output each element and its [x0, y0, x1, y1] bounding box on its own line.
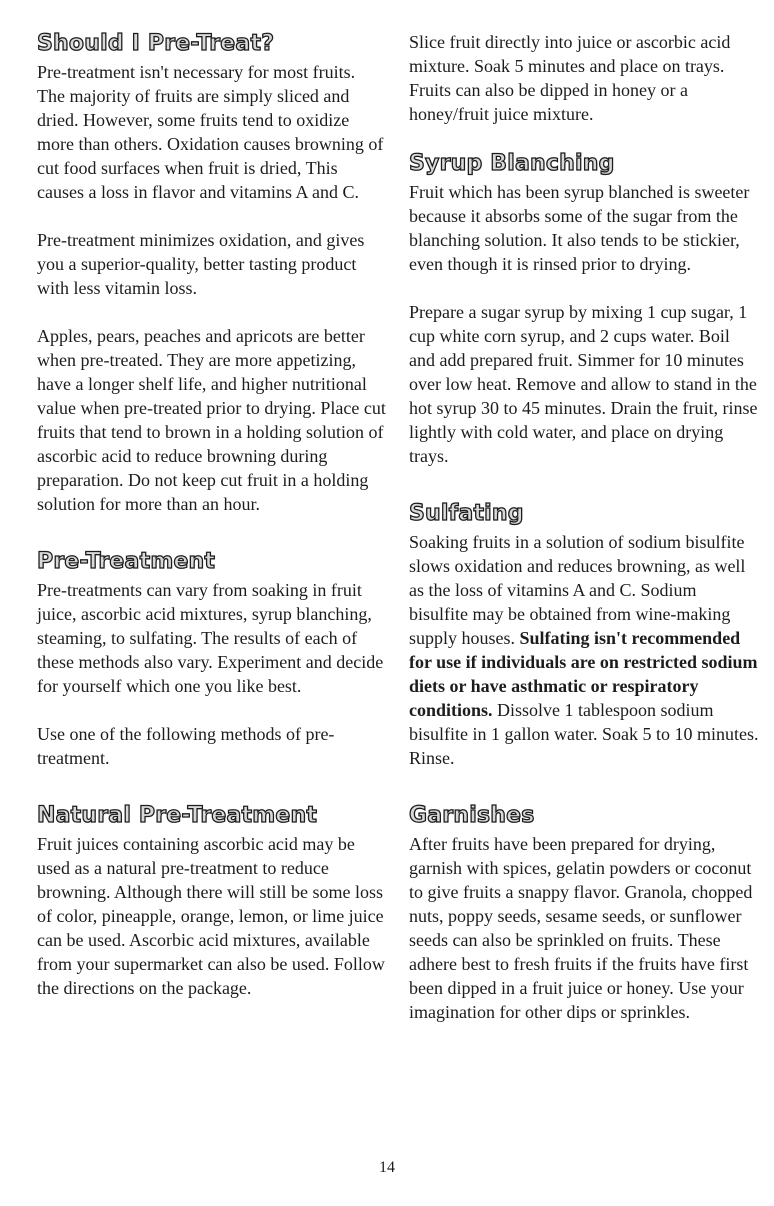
- sulfating-text-end: Dissolve 1 tablespoon sodium bisulfite in 1 gallon water. Soak 5 to 10 minutes. Rinse.: [409, 700, 759, 768]
- should-pretreat-paragraph-3: Apples, pears, peaches and apricots are better when pre-treated. They are more appetizing, have a longer shelf life, and higher nutritional value when pre-treated prior to drying. Place cut fruits that tend to brown in a holding solution of ascorbic acid to reduce browning during preparation. Do not keep cut fruit in a holding solution for more than an hour.: [37, 326, 386, 514]
- garnishes-paragraph: After fruits have been prepared for drying, garnish with spices, gelatin powders or coconut to give fruits a snappy flavor. Granola, chopped nuts, poppy seeds, sesame seeds, or sunflower seeds can also be sprinkled on fruits. These adhere best to fresh fruits if the fruits have first been dipped in a fruit juice or honey. Use your imagination for other dips or sprinkles.: [409, 834, 753, 1022]
- sulfating-text-start: Soaking fruits in a solution of sodium bisulfite slows oxidation and reduces browning, as well as the loss of vitamins A and C. Sodium bisulfite may be obtained from wine-making supply houses.: [409, 532, 746, 648]
- pretreatment-paragraph-1: Pre-treatments can vary from soaking in fruit juice, ascorbic acid mixtures, syrup blanching, steaming, to sulfating. The results of each of these methods also vary. Experiment and decide for yourself which one you like best.: [37, 580, 384, 696]
- left-column: [37, 30, 387, 1000]
- heading-sulfating: Sulfating: [409, 501, 524, 526]
- syrup-blanching-paragraph-2: Prepare a sugar syrup by mixing 1 cup sugar, 1 cup white corn syrup, and 2 cups water. Boil and add prepared fruit. Simmer for 10 minutes over low heat. Remove and allow to stand in the hot syrup 30 to 45 minutes. Drain the fruit, rinse lightly with cold water, and place on drying trays.: [409, 302, 758, 466]
- heading-garnishes: Garnishes: [409, 803, 535, 828]
- heading-should-i-pre-treat: Should I Pre-Treat?: [37, 31, 275, 56]
- sulfating-warning: Sulfating isn't recommended for use if individuals are on restricted sodium diets or have asthmatic or respiratory conditions.: [409, 628, 758, 720]
- heading-natural-pre-treatment: Natural Pre-Treatment: [37, 803, 318, 828]
- right-column: [409, 30, 759, 1024]
- page-number: 14: [379, 1159, 395, 1176]
- heading-pre-treatment: Pre-Treatment: [37, 549, 216, 574]
- natural-pretreatment-paragraph: Fruit juices containing ascorbic acid may be used as a natural pre-treatment to reduce browning. Although there will still be some loss of color, pineapple, orange, lemon, or lime juice can be used. Ascorbic acid mixtures, available from your supermarket can also be used. Follow the directions on the package.: [37, 834, 385, 998]
- sulfating-paragraph: [409, 530, 759, 770]
- should-pretreat-paragraph-2: Pre-treatment minimizes oxidation, and gives you a superior-quality, better tasting product with less vitamin loss.: [37, 230, 365, 298]
- heading-syrup-blanching: Syrup Blanching: [409, 151, 615, 176]
- should-pretreat-paragraph-1: Pre-treatment isn't necessary for most fruits. The majority of fruits are simply sliced and dried. However, some fruits tend to oxidize more than others. Oxidation causes browning of cut food surfaces when fruit is dried, This causes a loss in flavor and vitamins A and C.: [37, 62, 384, 202]
- pretreatment-paragraph-2: Use one of the following methods of pre-treatment.: [37, 724, 335, 768]
- juice-dip-instructions: Slice fruit directly into juice or ascorbic acid mixture. Soak 5 minutes and place on trays. Fruits can also be dipped in honey or a honey/fruit juice mixture.: [409, 32, 731, 124]
- syrup-blanching-paragraph-1: Fruit which has been syrup blanched is sweeter because it absorbs some of the sugar from the blanching solution. It also tends to be stickier, even though it is rinsed prior to drying.: [409, 182, 750, 274]
